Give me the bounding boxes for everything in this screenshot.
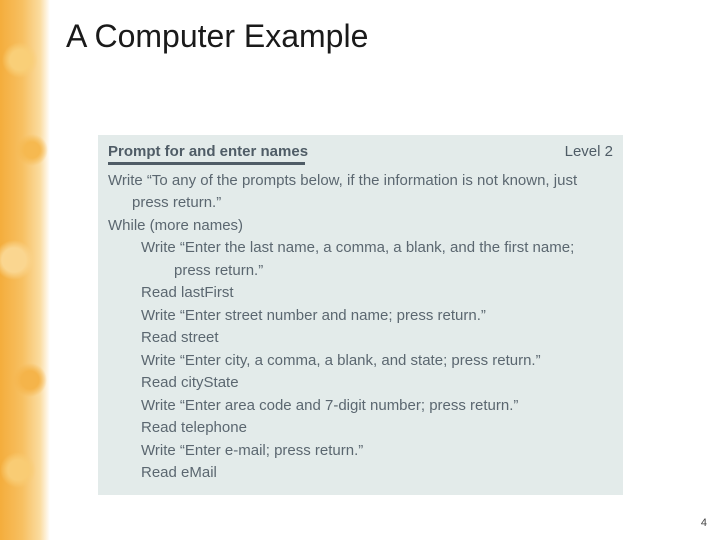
pseudocode-line: Write “To any of the prompts below, if the information is not known, just (108, 172, 578, 189)
page-number: 4 (700, 517, 707, 529)
pseudocode-line: Read telephone (141, 419, 247, 436)
pseudocode-line: Write “Enter city, a comma, a blank, and state; press return.” (141, 352, 541, 369)
pseudocode-line: Write “Enter area code and 7-digit number; press return.” (141, 397, 519, 414)
pseudocode-line: press return.” (132, 194, 222, 211)
pseudocode-line: Write “Enter e-mail; press return.” (141, 442, 364, 459)
pseudocode-line: Read eMail (141, 464, 217, 481)
pseudocode-line: Read cityState (141, 374, 239, 391)
panel-title: Prompt for and enter names (108, 143, 309, 160)
pseudocode-line: While (more names) (108, 217, 244, 234)
panel-level: Level 2 (564, 143, 613, 160)
algorithm-panel (98, 135, 623, 495)
title-underline (108, 162, 305, 165)
pseudocode-line: Write “Enter street number and name; press return.” (141, 307, 486, 324)
pseudocode-line: Read lastFirst (141, 284, 234, 301)
pseudocode-line: Write “Enter the last name, a comma, a blank, and the first name; (141, 239, 575, 256)
slide-title: A Computer Example (66, 18, 369, 54)
pseudocode-line: Read street (141, 329, 219, 346)
decorative-side-band (0, 0, 50, 540)
pseudocode-line: press return.” (174, 262, 264, 279)
